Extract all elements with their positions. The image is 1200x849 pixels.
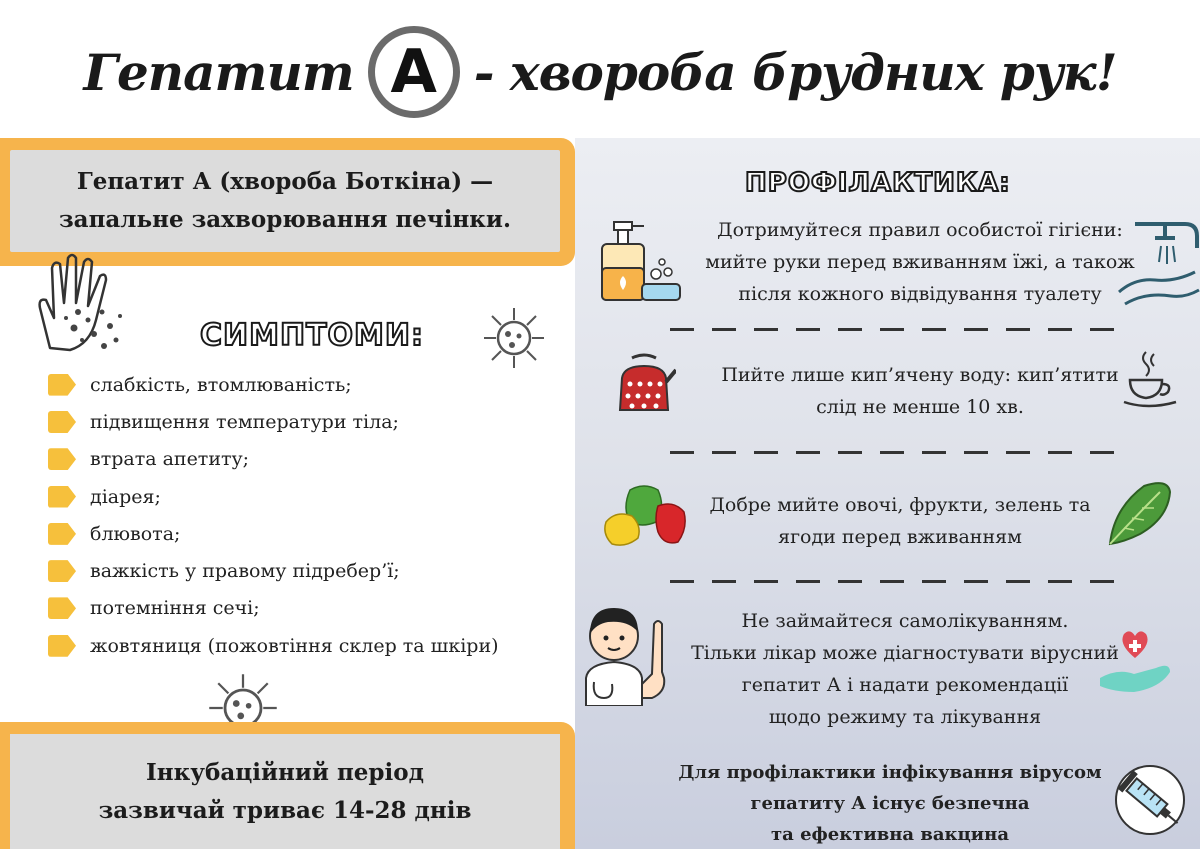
separator bbox=[670, 328, 1125, 331]
symptom-text: діарея; bbox=[90, 485, 161, 508]
water-line-2: слід не менше 10 хв. bbox=[816, 396, 1024, 418]
hygiene-line-1: Дотримуйтеся правил особистої гігієни: bbox=[717, 219, 1123, 241]
water-line-1: Пийте лише кип’ячену воду: кип’ятити bbox=[721, 364, 1119, 386]
doctor-line-3: гепатит А і надати рекомендації bbox=[741, 674, 1069, 696]
lettuce-icon bbox=[1104, 478, 1174, 548]
bullet-arrow-icon bbox=[48, 411, 76, 433]
kettle-icon bbox=[612, 352, 676, 412]
soap-icon bbox=[598, 218, 684, 304]
vegetables-line-1: Добре мийте овочі, фрукти, зелень та bbox=[709, 494, 1091, 516]
symptom-text: важкість у правому підребер’ї; bbox=[90, 560, 400, 583]
doctor-line-4: щодо режиму та лікування bbox=[768, 706, 1042, 728]
page-title bbox=[0, 22, 1200, 122]
water-text bbox=[700, 359, 1140, 423]
bullet-arrow-icon bbox=[48, 560, 76, 582]
list-item bbox=[48, 478, 568, 515]
faucet-icon bbox=[1115, 218, 1200, 308]
bullet-arrow-icon bbox=[48, 597, 76, 619]
list-item bbox=[48, 627, 568, 664]
heart-hand-icon bbox=[1098, 628, 1172, 694]
symptom-text: жовтяниця (пожовтіння склер та шкіри) bbox=[90, 634, 499, 657]
hygiene-line-3: після кожного відвідування туалету bbox=[738, 283, 1102, 305]
doctor-text bbox=[680, 605, 1130, 733]
incubation-line-2: зазвичай триває 14-28 днів bbox=[98, 796, 472, 824]
doctor-line-1: Не займайтеся самолікуванням. bbox=[741, 610, 1069, 632]
separator bbox=[670, 580, 1125, 583]
definition-box bbox=[0, 138, 575, 266]
list-item bbox=[48, 515, 568, 552]
bullet-arrow-icon bbox=[48, 374, 76, 396]
bullet-arrow-icon bbox=[48, 635, 76, 657]
definition-inner bbox=[10, 150, 560, 252]
separator bbox=[670, 451, 1125, 454]
syringe-icon bbox=[1112, 764, 1188, 836]
doctor-line-2: Тільки лікар може діагностувати вірусний bbox=[691, 642, 1119, 664]
vaccine-line-2: гепатиту А існує безпечна bbox=[750, 793, 1030, 814]
list-item bbox=[48, 403, 568, 440]
prevention-heading: ПРОФІЛАКТИКА: bbox=[745, 168, 1011, 198]
vegetables-text bbox=[700, 489, 1100, 553]
vaccine-line-1: Для профілактики інфікування вірусом bbox=[678, 762, 1102, 783]
bullet-arrow-icon bbox=[48, 486, 76, 508]
doctor-icon bbox=[578, 594, 670, 706]
list-item bbox=[48, 590, 568, 627]
vaccine-line-3: та ефективна вакцина bbox=[771, 824, 1009, 845]
incubation-line-1: Інкубаційний період bbox=[146, 758, 424, 786]
list-item bbox=[48, 366, 568, 403]
list-item bbox=[48, 552, 568, 589]
hygiene-line-2: мийте руки перед вживанням їжі, а також bbox=[705, 251, 1135, 273]
cup-icon bbox=[1122, 348, 1178, 410]
vegetables-icon bbox=[602, 482, 688, 548]
title-suffix: - хвороба брудних рук! bbox=[473, 42, 1117, 102]
incubation-inner bbox=[10, 734, 560, 849]
symptom-text: блювота; bbox=[90, 522, 181, 545]
title-prefix: Гепатит bbox=[83, 42, 354, 102]
symptoms-heading: СИМПТОМИ: bbox=[200, 318, 425, 353]
symptoms-list bbox=[48, 366, 568, 664]
incubation-box bbox=[0, 722, 575, 849]
symptom-text: слабкість, втомлюваність; bbox=[90, 373, 352, 396]
virus-icon bbox=[482, 306, 546, 370]
definition-line-2: запальне захворювання печінки. bbox=[58, 206, 511, 233]
definition-line-1: Гепатит А (хвороба Боткіна) — bbox=[76, 168, 494, 195]
title-letter-circle: А bbox=[368, 26, 460, 118]
bullet-arrow-icon bbox=[48, 448, 76, 470]
vegetables-line-2: ягоди перед вживанням bbox=[778, 526, 1022, 548]
vaccine-text bbox=[660, 757, 1120, 849]
hygiene-text bbox=[700, 214, 1140, 310]
dirty-hand-icon bbox=[30, 248, 130, 354]
list-item bbox=[48, 441, 568, 478]
symptom-text: підвищення температури тіла; bbox=[90, 410, 399, 433]
symptom-text: втрата апетиту; bbox=[90, 448, 250, 471]
symptom-text: потемніння сечі; bbox=[90, 597, 260, 620]
bullet-arrow-icon bbox=[48, 523, 76, 545]
